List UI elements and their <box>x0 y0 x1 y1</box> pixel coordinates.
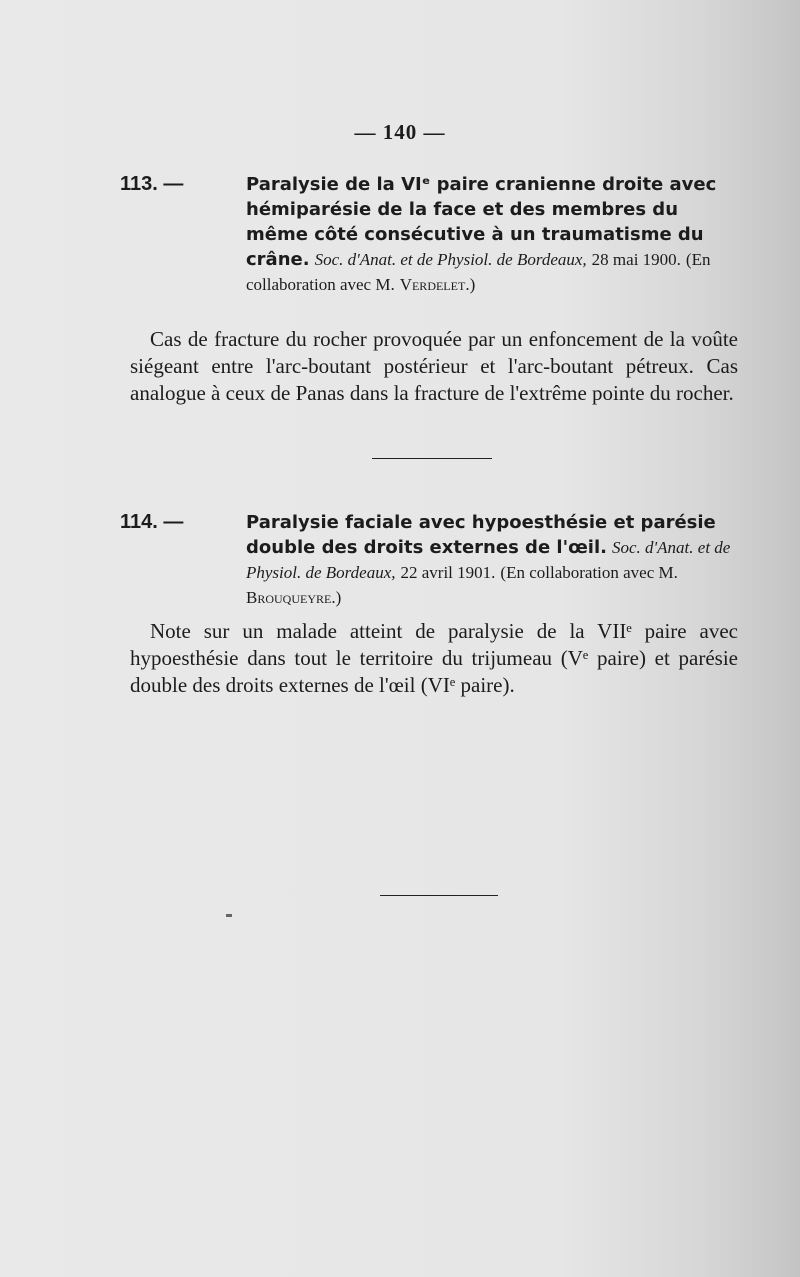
entry-title: Paralysie faciale avec hypoesthésie et parésie double des droits externes de l'œil. <box>246 512 716 558</box>
entry-description: Cas de fracture du rocher provoquée par un enfoncement de la voûte siégeant entre l'arc-boutant postérieur et l'arc-boutant pétreux. Cas analogue à ceux de Panas dans la fracture de l'extrême pointe du rocher. <box>130 327 738 405</box>
collaboration-suffix: .) <box>465 275 476 294</box>
entry-citation <box>222 510 740 610</box>
collaboration-prefix: (En collaboration avec M. <box>246 250 711 294</box>
page-number: — 140 — <box>354 120 446 144</box>
section-divider <box>372 458 492 459</box>
ink-speck <box>226 914 232 917</box>
entry-title: Paralysie de la VIᵉ paire cranienne droite avec hémiparésie de la face et des membres du même côté consécutive à un traumatisme du crâne. <box>246 174 717 270</box>
entry-heading <box>120 510 740 610</box>
collaboration-suffix: .) <box>331 588 342 607</box>
collaborator-name: Brouqueyre <box>246 588 332 607</box>
entry-number: 114. — <box>120 511 184 533</box>
entry-number: 113. — <box>120 173 184 195</box>
entry-description: Note sur un malade atteint de paralysie de la VIIᵉ paire avec hypoesthésie dans tout le territoire du trijumeau (Vᵉ paire) et parésie double des droits externes de l'œil (VIᵉ paire). <box>130 619 738 697</box>
entry-114 <box>120 510 740 610</box>
collaborator-name: Verdelet <box>399 275 466 294</box>
entry-113 <box>120 172 740 297</box>
entry-citation <box>222 172 740 297</box>
publication-date: 28 mai 1900. <box>591 250 681 269</box>
publication-date: 22 avril 1901. <box>400 563 496 582</box>
entry-heading <box>120 172 740 297</box>
end-divider <box>380 895 498 896</box>
collaboration-prefix: (En collaboration avec M. <box>500 563 678 582</box>
journal-name: Soc. d'Anat. et de Physiol. de Bordeaux, <box>246 538 731 582</box>
journal-name: Soc. d'Anat. et de Physiol. de Bordeaux, <box>314 250 587 269</box>
